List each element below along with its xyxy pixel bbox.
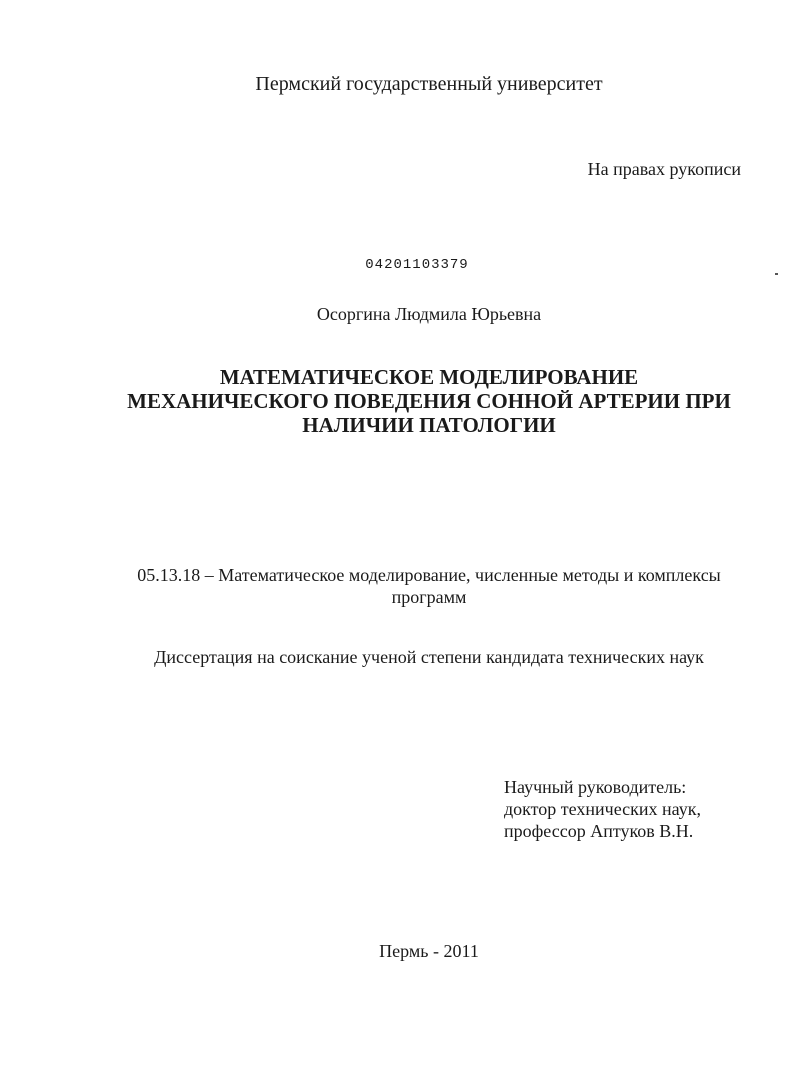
degree-statement: Диссертация на соискание ученой степени кандидата технических наук — [154, 647, 704, 667]
manuscript-note: На правах рукописи — [587, 159, 741, 179]
author-name: Осоргина Людмила Юрьевна — [316, 304, 542, 324]
specialty-line: 05.13.18 – Математическое моделирование, численные методы и комплексы — [137, 565, 721, 585]
title-line: НАЛИЧИИ ПАТОЛОГИИ — [302, 413, 556, 437]
scan-speck — [775, 273, 778, 275]
title-line: МАТЕМАТИЧЕСКОЕ МОДЕЛИРОВАНИЕ — [219, 365, 639, 389]
supervisor-block — [504, 776, 701, 842]
specialty-line: программ — [391, 587, 467, 607]
supervisor-line: Научный руководитель: — [504, 777, 687, 797]
university-name: Пермский государственный университет — [255, 73, 603, 95]
supervisor-line: доктор технических наук, — [504, 799, 701, 819]
supervisor-line: профессор Аптуков В.Н. — [504, 821, 694, 841]
dissertation-title — [0, 365, 795, 437]
specialty-code — [0, 564, 795, 608]
title-line: МЕХАНИЧЕСКОГО ПОВЕДЕНИЯ СОННОЙ АРТЕРИИ ПРИ — [127, 389, 731, 413]
city-year: Пермь - 2011 — [379, 941, 479, 961]
registry-number: 04201103379 — [365, 257, 469, 273]
